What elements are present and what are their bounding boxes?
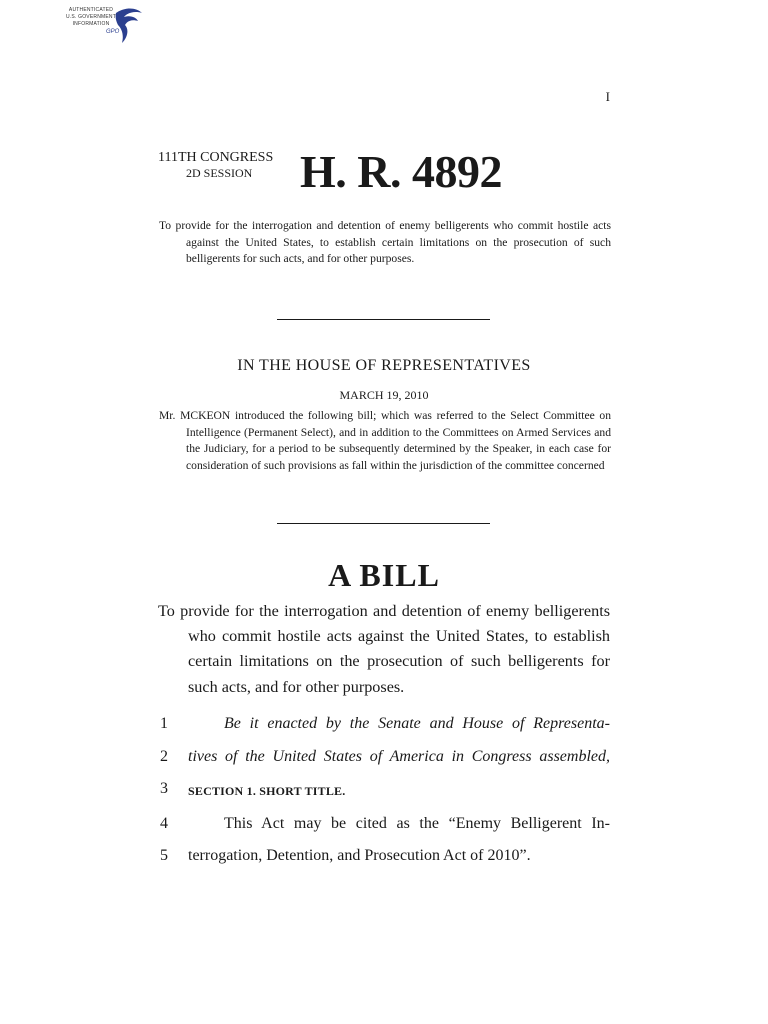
line-number: 4 <box>160 815 168 832</box>
intro-prefix: Mr. <box>159 409 181 422</box>
section-text-line: terrogation, Detention, and Prosecution Act of 2010”. <box>188 847 531 864</box>
divider-rule <box>277 523 490 524</box>
line-number: 2 <box>160 748 168 765</box>
intro-text: introduced the following bill; which was referred to the Select Committee on Intelligence (Permanent Select), and in addition to the Committees on Armed Services and the Judiciary, for a period to be subsequently determined by the Speaker, in each case for consideration of such provisions as fall within the jurisdiction of the committee concerned <box>186 409 611 472</box>
eagle-icon <box>112 5 146 45</box>
section-heading: SECTION 1. SHORT TITLE. <box>188 784 346 798</box>
seal-agency: GPO <box>106 29 120 35</box>
seal-line-3: INFORMATION <box>72 21 110 27</box>
sponsor-name: MCKEON <box>180 409 231 422</box>
introduction-paragraph <box>159 408 611 474</box>
bill-heading: A BILL <box>328 557 440 593</box>
session-label: 2D SESSION <box>186 166 253 180</box>
enacting-clause-line: tives of the United States of America in Congress assembled, <box>188 748 610 765</box>
seal-line-2: U.S. GOVERNMENT <box>66 14 116 20</box>
line-number: 1 <box>160 715 168 732</box>
divider-rule <box>277 319 490 320</box>
line-number: 3 <box>160 780 168 797</box>
bill-number: H. R. 4892 <box>300 146 502 197</box>
line-number: 5 <box>160 847 168 864</box>
long-purpose: To provide for the interrogation and detention of enemy belligerents who commit hostile acts against the United States, to establish certain limitations on the prosecution of such belligerents for such acts, and for other purposes. <box>158 602 610 696</box>
enacting-clause-line: Be it enacted by the Senate and House of Representa- <box>224 715 610 732</box>
seal-line-1: AUTHENTICATED <box>68 7 114 13</box>
chamber-heading: IN THE HOUSE OF REPRESENTATIVES <box>237 357 531 374</box>
gpo-seal <box>60 5 146 47</box>
page-mark: I <box>605 89 610 104</box>
introduction-date: MARCH 19, 2010 <box>339 388 429 402</box>
congress-label: 111TH CONGRESS <box>158 150 274 165</box>
short-purpose: To provide for the interrogation and detention of enemy belligerents who commit hostile acts against the United States, to establish certain limitations on the prosecution of such belligerents for such acts, and for other purposes. <box>159 219 611 265</box>
section-text-line: This Act may be cited as the “Enemy Belligerent In- <box>224 815 610 832</box>
